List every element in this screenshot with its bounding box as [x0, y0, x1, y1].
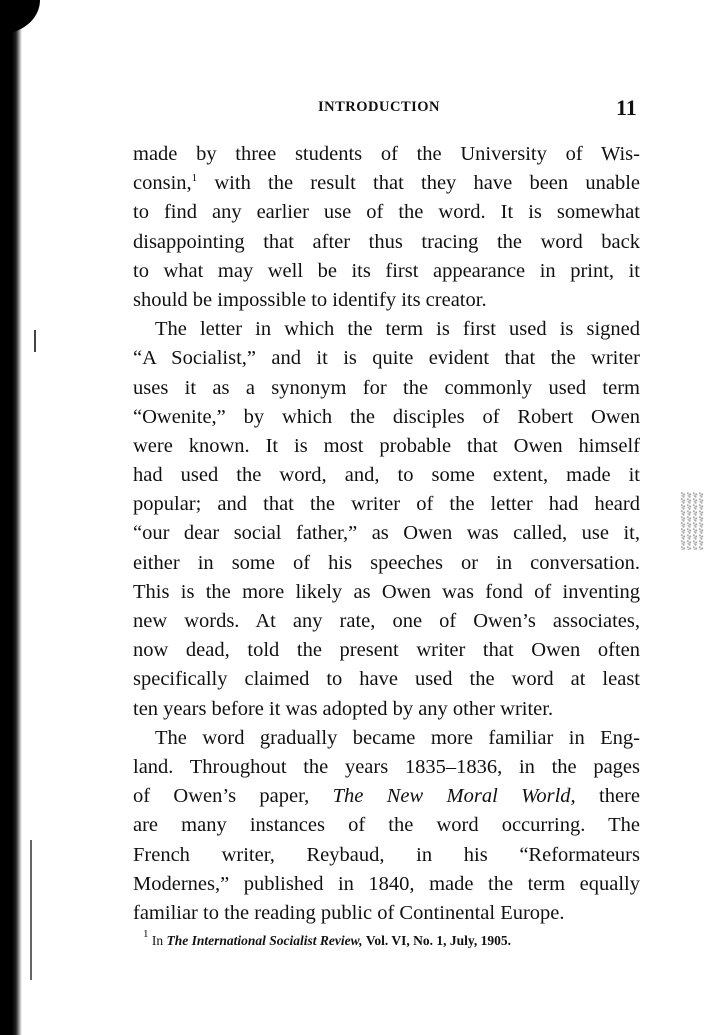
text-fragment: of Owen’s paper,: [133, 785, 310, 808]
text-line: were known. It is most probable that Owen himself: [133, 434, 640, 457]
text-line: are many instances of the word occurring. The: [133, 814, 640, 837]
text-line: uses it as a synonym for the commonly used term: [133, 376, 640, 399]
footnote-prefix: In: [151, 933, 164, 948]
footnote: [143, 928, 633, 949]
text-line: “our dear social father,” as Owen was called, use it,: [133, 522, 640, 545]
text-line: The word gradually became more familiar in Eng-: [155, 726, 640, 749]
text-line: land. Throughout the years 1835–1836, in the pages: [133, 755, 640, 778]
binding-corner-shadow: [0, 0, 40, 34]
text-line: either in some of his speeches or in conversation.: [133, 551, 640, 574]
text-fragment: consin,: [133, 172, 192, 195]
text-line: to what may well be its first appearance in print, it: [133, 259, 640, 282]
text-line: familiar to the reading public of Continental Europe.: [133, 901, 565, 924]
text-line: to find any earlier use of the word. It is somewhat: [133, 201, 640, 224]
text-line: Modernes,” published in 1840, made the term equally: [133, 872, 640, 895]
text-line: ten years before it was adopted by any other writer.: [133, 697, 554, 720]
text-fragment: with the result that they have been unable: [197, 172, 640, 195]
text-line: [133, 169, 640, 198]
text-line: “A Socialist,” and it is quite evident that the writer: [133, 347, 640, 370]
text-fragment: there: [575, 785, 640, 808]
text-line: new words. At any rate, one of Owen’s associates,: [133, 610, 640, 632]
text-line: This is the more likely as Owen was fond of inventing: [133, 580, 640, 603]
footnote-ref: 1: [191, 172, 198, 185]
page-number: 11: [616, 95, 637, 120]
text-line: had used the word, and, to some extent, made it: [133, 464, 640, 487]
edge-mark: [34, 330, 36, 352]
footnote-journal: The International Socialist Review,: [166, 933, 363, 948]
text-line: should be impossible to identify its creator.: [133, 288, 487, 311]
text-line: now dead, told the present writer that Owen often: [133, 639, 640, 662]
text-line: disappointing that after thus tracing the word back: [133, 230, 640, 253]
text-line: “Owenite,” by which the disciples of Robert Owen: [133, 405, 640, 428]
binding-edge-shadow: [0, 0, 22, 1035]
scan-speckle: [680, 492, 704, 550]
text-line: [133, 782, 640, 811]
edge-mark: [30, 840, 32, 980]
footnote-details: Vol. VI, No. 1, July, 1905.: [365, 933, 512, 948]
footnote-marker: 1: [143, 928, 149, 940]
text-line: French writer, Reybaud, in his “Reformateurs: [133, 843, 640, 866]
text-line: specifically claimed to have used the word at least: [133, 668, 640, 691]
text-line: The letter in which the term is first used is signed: [155, 318, 640, 341]
italic-title: The New Moral World,: [332, 785, 576, 808]
text-line: made by three students of the University of Wis-: [133, 143, 640, 165]
text-line: popular; and that the writer of the letter had heard: [133, 493, 640, 516]
running-head: INTRODUCTION: [318, 99, 441, 115]
body-text: [133, 140, 640, 928]
